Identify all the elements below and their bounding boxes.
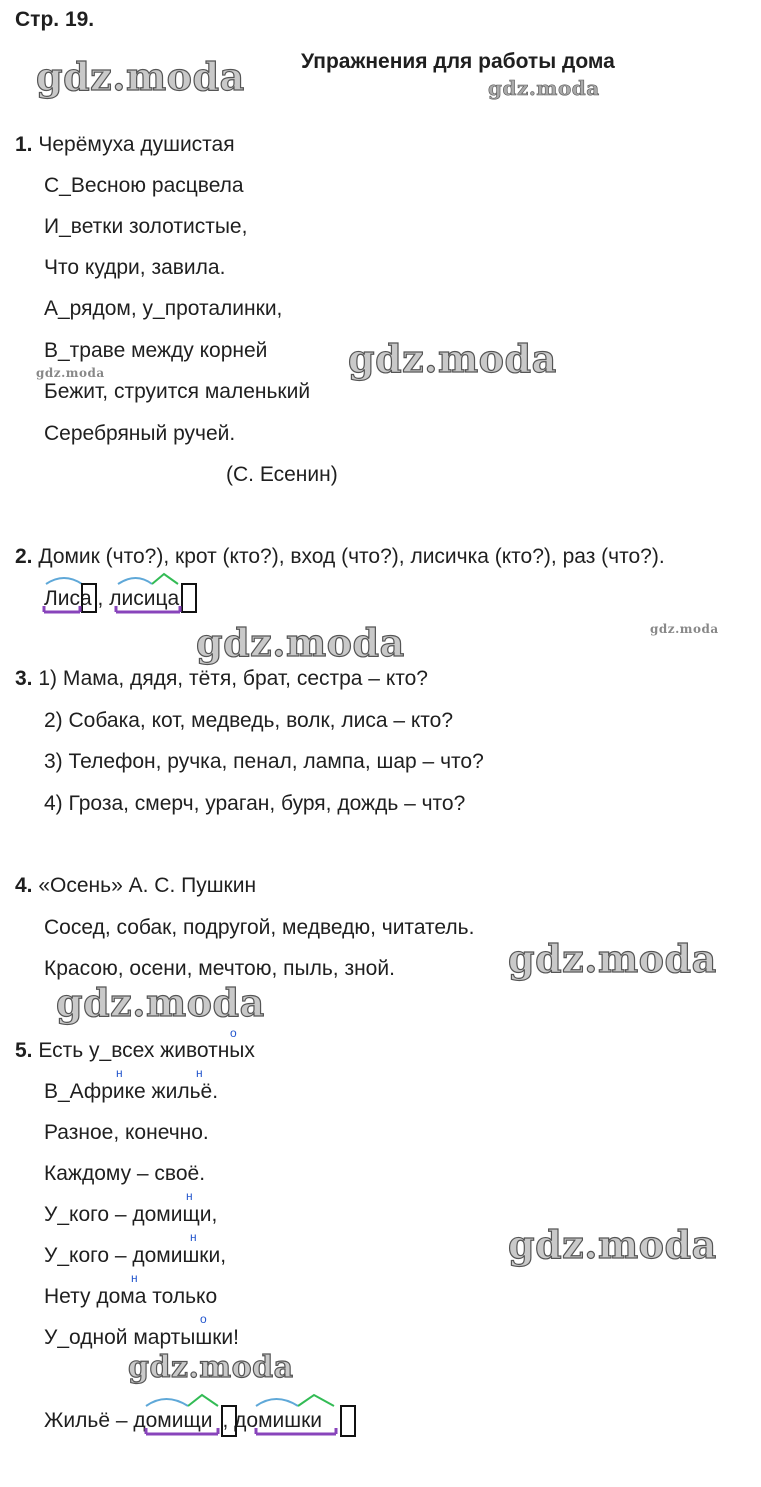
exercise-1-line: В_траве между корней	[44, 339, 268, 362]
exercise-3-line: 3. 1) Мама, дядя, тётя, брат, сестра – кто?	[15, 667, 428, 690]
watermark: gdz.moda	[488, 76, 600, 100]
section-heading: Упражнения для работы дома	[301, 50, 615, 73]
exercise-number: 5.	[15, 1039, 33, 1062]
exercise-1-line: 1. Черёмуха душистая	[15, 133, 235, 156]
exercise-1-line: Что кудри, завила.	[44, 256, 226, 279]
watermark: gdz.moda	[36, 366, 105, 380]
exercise-1-line: А_рядом, у_проталинки,	[44, 297, 283, 320]
poem-author: (С. Есенин)	[226, 463, 338, 486]
exercise-5-line: У_одной мартышки!	[44, 1326, 239, 1349]
watermark: gdz.moda	[56, 980, 265, 1025]
exercise-number: 2.	[15, 545, 33, 568]
exercise-1-line: И_ветки золотистые,	[44, 215, 248, 238]
exercise-number: 3.	[15, 667, 33, 690]
exercise-4-line: Сосед, собак, подругой, медведю, читатель.	[44, 916, 475, 939]
watermark: gdz.moda	[508, 1222, 717, 1267]
exercise-3-line: 4) Гроза, смерч, ураган, буря, дождь – что?	[44, 792, 466, 815]
exercise-number: 4.	[15, 874, 33, 897]
watermark: gdz.moda	[508, 936, 717, 981]
exercise-5-line: Каждому – своё.	[44, 1162, 206, 1185]
morpheme-word: домишки	[234, 1409, 323, 1432]
exercise-5-line: В_Африке жильё.	[44, 1080, 219, 1103]
stress-mark: н	[186, 1189, 193, 1203]
exercise-4-line: Красою, осени, мечтою, пыль, зной.	[44, 957, 395, 980]
watermark: gdz.moda	[348, 336, 557, 381]
watermark: gdz.moda	[128, 1350, 294, 1385]
stress-mark: о	[200, 1312, 207, 1326]
exercise-5-line: Разное, конечно.	[44, 1121, 209, 1144]
morpheme-marks	[40, 570, 210, 620]
watermark: gdz.moda	[36, 54, 245, 99]
exercise-5-line: Нету дома только	[44, 1285, 218, 1308]
watermark: gdz.moda	[650, 622, 719, 636]
exercise-1-line: Бежит, струится маленький	[44, 380, 311, 403]
exercise-2-line: 2. Домик (что?), крот (кто?), вход (что?), лисичка (кто?), раз (что?).	[15, 545, 665, 568]
stress-mark: н	[131, 1271, 138, 1285]
watermark: gdz.moda	[196, 620, 405, 665]
morpheme-word: Лиса	[44, 587, 92, 610]
exercise-number: 1.	[15, 133, 33, 156]
exercise-5-line: У_кого – домишки,	[44, 1244, 227, 1267]
morpheme-word: домищи	[133, 1409, 213, 1432]
exercise-4-line: 4. «Осень» А. С. Пушкин	[15, 874, 257, 897]
exercise-2-morphemes: Лиса , лисица	[44, 587, 180, 610]
stress-mark: н	[196, 1066, 203, 1080]
exercise-1-line: Серебряный ручей.	[44, 422, 236, 445]
morpheme-marks	[140, 1390, 365, 1442]
stress-mark: о	[230, 1026, 237, 1040]
morpheme-word: лисица	[109, 587, 180, 610]
exercise-3-line: 3) Телефон, ручка, пенал, лампа, шар – что?	[44, 750, 484, 773]
exercise-1-line: С_Весною расцвела	[44, 174, 244, 197]
stress-mark: н	[116, 1066, 123, 1080]
page-title: Стр. 19.	[15, 8, 95, 31]
exercise-3-line: 2) Собака, кот, медведь, волк, лиса – кто?	[44, 709, 454, 732]
stress-mark: н	[190, 1230, 197, 1244]
exercise-5-line: У_кого – домищи,	[44, 1203, 218, 1226]
exercise-5-morphemes: Жильё – домищи , домишки	[44, 1409, 323, 1432]
exercise-5-line: 5. Есть у_всех животных	[15, 1039, 255, 1062]
